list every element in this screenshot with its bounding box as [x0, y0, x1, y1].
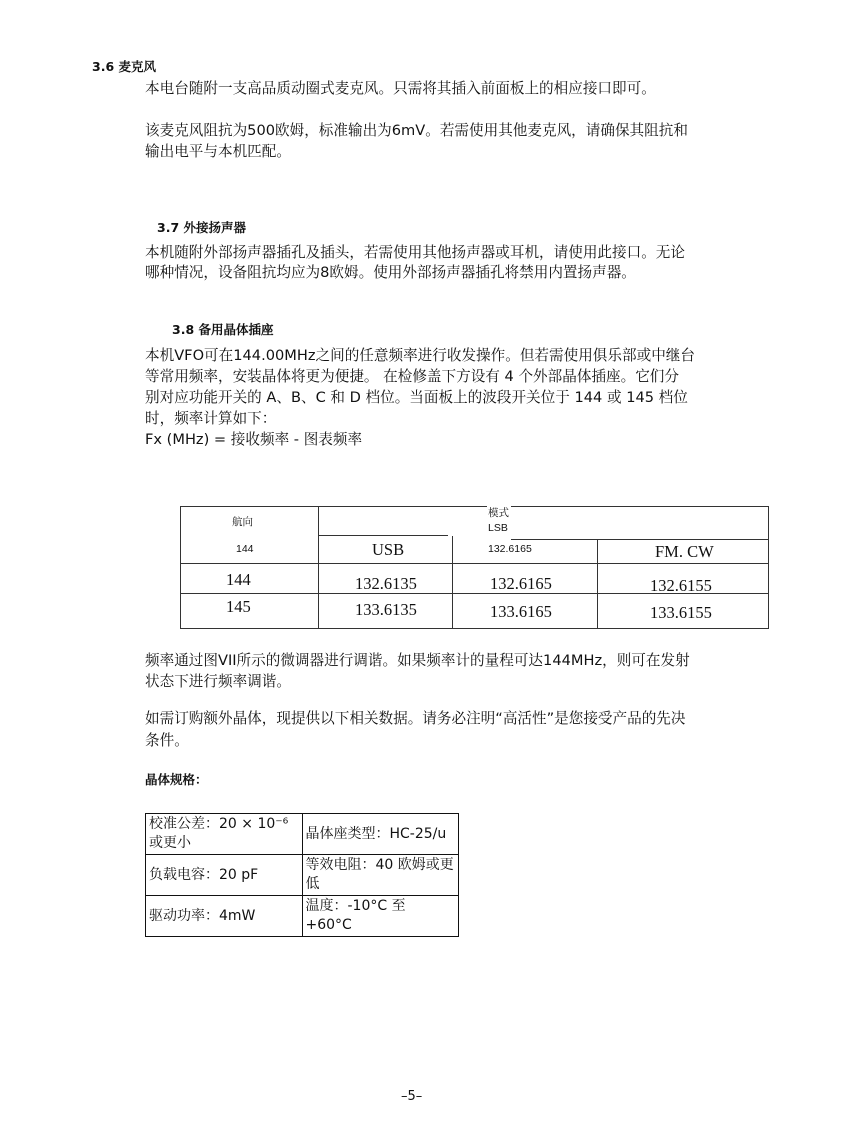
spec-cell: 负载电容：20 pF [146, 855, 303, 896]
header-mode: 模式 [488, 507, 509, 519]
paragraph-line: 输出电平与本机匹配。 [145, 143, 291, 160]
spec-cell: 温度：-10°C 至 +60°C [302, 896, 459, 937]
header-band: 航向 [232, 516, 253, 528]
crystal-spec-table [145, 813, 459, 937]
section-heading-3-6: 3.6 麦克风 [92, 59, 156, 74]
spec-cell: 驱动功率：4mW [146, 896, 303, 937]
spec-cell: 等效电阻：40 欧姆或更低 [302, 855, 459, 896]
spec-cell: 校准公差：20 × 10⁻⁶ 或更小 [146, 814, 303, 855]
paragraph-line: 哪种情况，设备阻抗均应为8欧姆。使用外部扬声器插孔将禁用内置扬声器。 [145, 264, 636, 281]
paragraph-line: 别对应功能开关的 A、B、C 和 D 档位。当面板上的波段开关位于 144 或 145 档位 [145, 389, 688, 406]
table-cell: 133.6155 [650, 603, 712, 622]
page-number: –5– [401, 1089, 423, 1104]
formula-line: Fx (MHz) = 接收频率 - 图表频率 [145, 431, 363, 448]
section-heading-3-7: 3.7 外接扬声器 [157, 220, 246, 235]
paragraph-line: 该麦克风阻抗为500欧姆，标准输出为6mV。若需使用其他麦克风，请确保其阻抗和 [145, 122, 688, 139]
paragraph-line: 频率通过图VII所示的微调器进行调谐。如果频率计的量程可达144MHz，则可在发射 [145, 652, 690, 669]
paragraph-line: 状态下进行频率调谐。 [145, 673, 291, 690]
paragraph-line: 等常用频率，安装晶体将更为便捷。 在检修盖下方设有 4 个外部晶体插座。它们分 [145, 368, 679, 385]
table-cell: 132.6155 [650, 576, 712, 595]
section-heading-3-8: 3.8 备用晶体插座 [172, 322, 274, 337]
table-cell: 145 [226, 597, 251, 616]
header-mode-sub: LSB [488, 522, 508, 534]
spec-cell: 晶体座类型：HC-25/u [302, 814, 459, 855]
table-cell: 132.6135 [355, 574, 417, 593]
header-fmcw: FM. CW [655, 542, 714, 561]
paragraph-line: 本机随附外部扬声器插孔及插头，若需使用其他扬声器或耳机，请使用此接口。无论 [145, 244, 685, 261]
header-usb: USB [372, 540, 405, 559]
table-cell: 133.6135 [355, 600, 417, 619]
table-cell: 144 [226, 570, 251, 589]
spec-heading: 晶体规格： [145, 772, 208, 787]
header-lsb-value: 132.6165 [488, 543, 532, 555]
header-band-sub: 144 [236, 543, 254, 555]
paragraph-line: 如需订购额外晶体，现提供以下相关数据。请务必注明“高活性”是您接受产品的先决 [145, 710, 686, 727]
table-cell: 132.6165 [490, 574, 552, 593]
paragraph-line: 本机VFO可在144.00MHz之间的任意频率进行收发操作。但若需使用俱乐部或中继台 [145, 347, 695, 364]
table-cell: 133.6165 [490, 602, 552, 621]
paragraph-line: 本电台随附一支高品质动圈式麦克风。只需将其插入前面板上的相应接口即可。 [145, 80, 656, 97]
paragraph-line: 条件。 [145, 732, 189, 749]
paragraph-line: 时，频率计算如下： [145, 410, 277, 427]
